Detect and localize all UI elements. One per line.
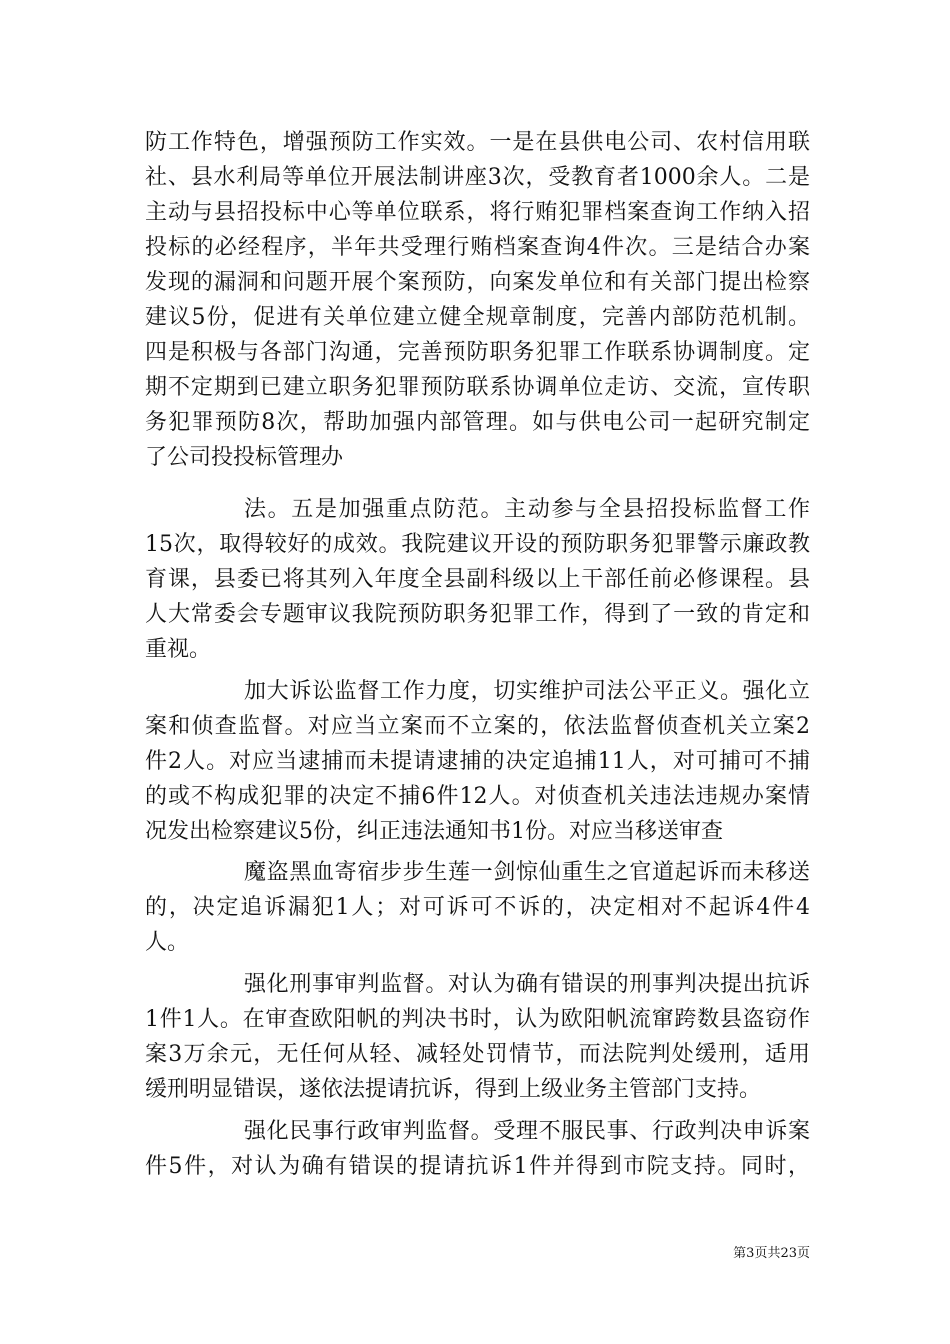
text-line: 重视。 — [145, 637, 212, 662]
text-line: 主动与县招投标中心等单位联系，将行贿犯罪档案查询工作纳入招 — [145, 200, 810, 225]
page-number: 第3页共23页 — [733, 1246, 810, 1261]
text-line: 15次，取得较好的成效。我院建议开设的预防职务犯罪警示廉政教 — [145, 532, 810, 557]
text-line: 投标的必经程序，半年共受理行贿档案查询4件次。三是结合办案 — [145, 235, 810, 260]
text-line: 务犯罪预防8次，帮助加强内部管理。如与供电公司一起研究制定 — [145, 410, 810, 435]
text-line: 社、县水利局等单位开展法制讲座3次，受教育者1000余人。二是 — [145, 165, 810, 190]
text-line: 案3万余元，无任何从轻、减轻处罚情节，而法院判处缓刑，适用 — [145, 1042, 810, 1067]
text-line: 育课，县委已将其列入年度全县副科级以上干部任前必修课程。县 — [145, 567, 810, 592]
text-line: 发现的漏洞和问题开展个案预防，向案发单位和有关部门提出检察 — [145, 270, 810, 295]
text-line: 件2人。对应当逮捕而未提请逮捕的决定追捕11人，对可捕可不捕 — [145, 749, 810, 774]
text-line: 防工作特色，增强预防工作实效。一是在县供电公司、农村信用联 — [145, 130, 810, 155]
text-line: 缓刑明显错误，遂依法提请抗诉，得到上级业务主管部门支持。 — [145, 1077, 762, 1102]
text-line: 1件1人。在审查欧阳帆的判决书时，认为欧阳帆流窜跨数县盗窃作 — [145, 1007, 810, 1032]
text-line: 魔盗黑血寄宿步步生莲一剑惊仙重生之官道起诉而未移送 — [244, 860, 810, 885]
text-line: 了公司投投标管理办 — [145, 445, 344, 470]
text-line: 人大常委会专题审议我院预防职务犯罪工作，得到了一致的肯定和 — [145, 602, 810, 627]
text-line: 人。 — [145, 930, 190, 955]
text-line: 强化刑事审判监督。对认为确有错误的刑事判决提出抗诉 — [244, 972, 810, 997]
text-line: 况发出检察建议5份，纠正违法通知书1份。对应当移送审查 — [145, 819, 723, 844]
text-line: 案和侦查监督。对应当立案而不立案的，依法监督侦查机关立案2 — [145, 714, 810, 739]
text-line: 强化民事行政审判监督。受理不服民事、行政判决申诉案 — [244, 1119, 810, 1144]
text-line: 的，决定追诉漏犯1人；对可诉可不诉的，决定相对不起诉4件4 — [145, 895, 810, 920]
text-line: 建议5份，促进有关单位建立健全规章制度，完善内部防范机制。 — [145, 305, 810, 330]
text-line: 加大诉讼监督工作力度，切实维护司法公平正义。强化立 — [244, 679, 810, 704]
text-line: 期不定期到已建立职务犯罪预防联系协调单位走访、交流，宣传职 — [145, 375, 810, 400]
text-line: 件5件，对认为确有错误的提请抗诉1件并得到市院支持。同时， — [145, 1154, 810, 1179]
text-line: 的或不构成犯罪的决定不捕6件12人。对侦查机关违法违规办案情 — [145, 784, 810, 809]
text-line: 法。五是加强重点防范。主动参与全县招投标监督工作 — [244, 497, 810, 522]
text-line: 四是积极与各部门沟通，完善预防职务犯罪工作联系协调制度。定 — [145, 340, 810, 365]
